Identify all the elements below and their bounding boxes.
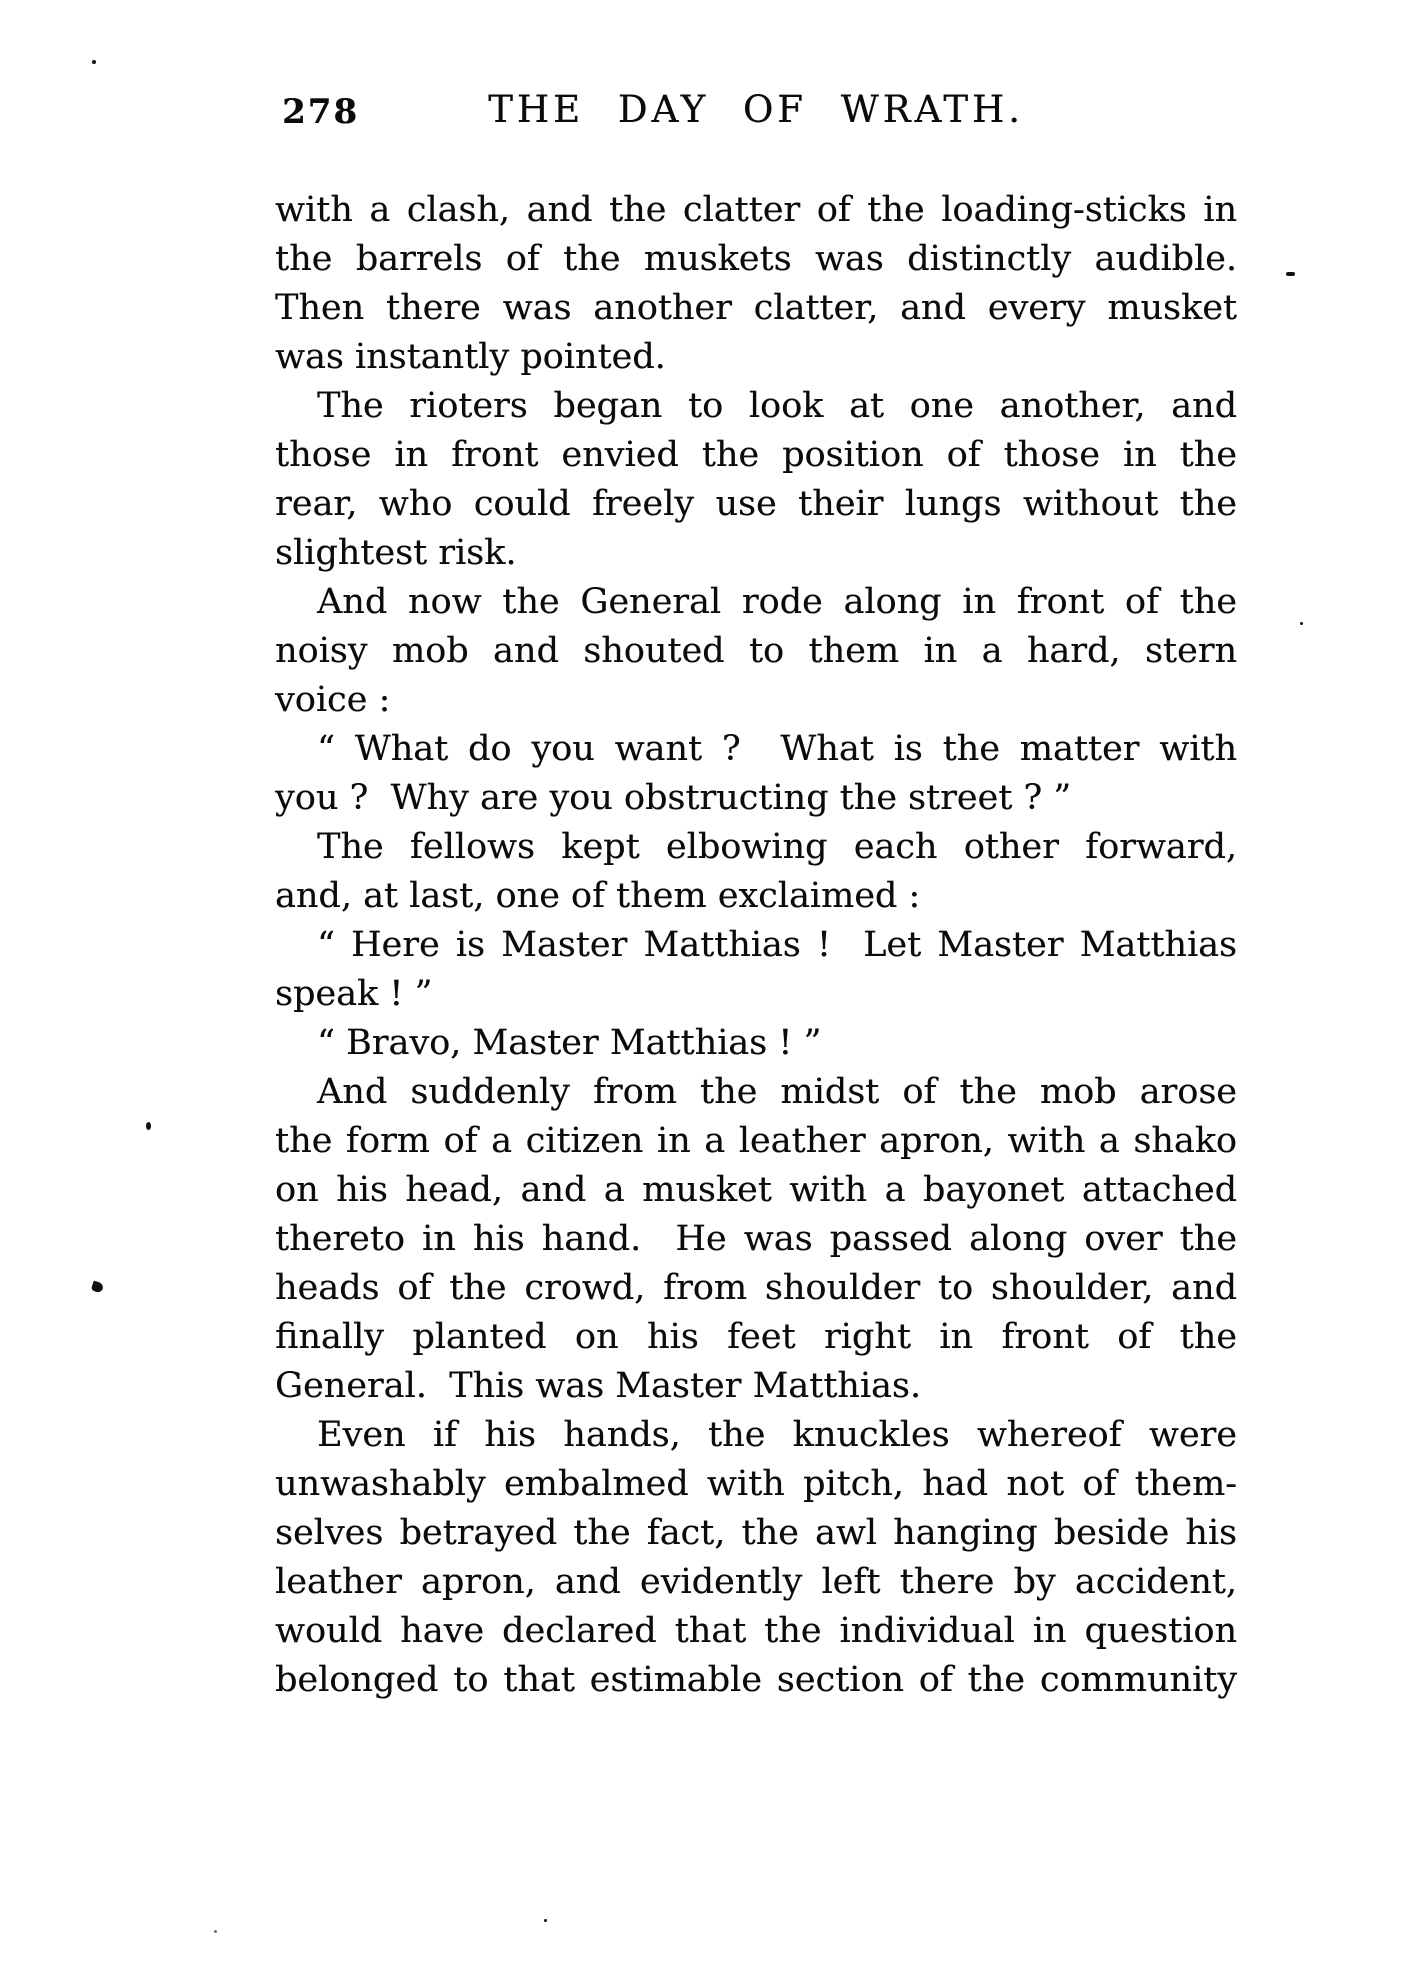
- text-line: “ Bravo, Master Matthias ! ”: [317, 1023, 822, 1063]
- text-line: The fellows kept elbowing each other forward,: [317, 827, 1237, 867]
- text-line: finally planted on his feet right in front of the: [275, 1317, 1237, 1357]
- text-line: you ? Why are you obstructing the street ? ”: [275, 778, 1072, 818]
- text-line: those in front envied the position of those in the: [275, 435, 1237, 475]
- paragraph: [275, 1019, 1237, 1068]
- text-line: voice :: [275, 680, 391, 720]
- paragraph: [275, 921, 1237, 1019]
- text-line: unwashably embalmed with pitch, had not of them-: [275, 1464, 1237, 1504]
- text-line: rear, who could freely use their lungs without the: [275, 484, 1237, 524]
- scan-speck: [1286, 272, 1295, 276]
- text-line: leather apron, and evidently left there by accident,: [275, 1562, 1237, 1602]
- text-line: noisy mob and shouted to them in a hard, stern: [275, 631, 1237, 671]
- scan-speck: [214, 1930, 217, 1933]
- paragraph: [275, 186, 1237, 382]
- text-line: Even if his hands, the knuckles whereof were: [317, 1415, 1237, 1455]
- page-text: [275, 186, 1237, 1705]
- scan-speck: [146, 1122, 151, 1130]
- text-line: thereto in his hand. He was passed along over the: [275, 1219, 1237, 1259]
- scan-speck: [544, 1919, 547, 1922]
- text-line: General. This was Master Matthias.: [275, 1366, 921, 1406]
- text-line: and, at last, one of them exclaimed :: [275, 876, 921, 916]
- paragraph: [275, 725, 1237, 823]
- text-line: Then there was another clatter, and every musket: [275, 288, 1237, 328]
- page-number: 278: [282, 92, 359, 132]
- paragraph: [275, 823, 1237, 921]
- text-line: belonged to that estimable section of the community: [275, 1660, 1237, 1700]
- text-line: heads of the crowd, from shoulder to shoulder, and: [275, 1268, 1237, 1308]
- text-line: The rioters began to look at one another, and: [317, 386, 1237, 426]
- text-line: “ What do you want ? What is the matter with: [317, 729, 1237, 769]
- text-line: “ Here is Master Matthias ! Let Master Matthias: [317, 925, 1237, 965]
- paragraph: [275, 578, 1237, 725]
- running-title: THE DAY OF WRATH.: [488, 88, 1024, 131]
- paragraph: [275, 1411, 1237, 1705]
- text-line: with a clash, and the clatter of the loading-sticks in: [275, 190, 1237, 230]
- text-line: would have declared that the individual in question: [275, 1611, 1237, 1651]
- text-line: slightest risk.: [275, 533, 517, 573]
- text-line: on his head, and a musket with a bayonet attached: [275, 1170, 1237, 1210]
- text-line: speak ! ”: [275, 974, 433, 1014]
- scan-speck: [91, 1281, 105, 1294]
- text-line: was instantly pointed.: [275, 337, 666, 377]
- paragraph: [275, 382, 1237, 578]
- scan-speck: [1300, 622, 1303, 625]
- text-line: And suddenly from the midst of the mob arose: [317, 1072, 1237, 1112]
- text-line: selves betrayed the fact, the awl hanging beside his: [275, 1513, 1237, 1553]
- paragraph: [275, 1068, 1237, 1411]
- text-line: the form of a citizen in a leather apron, with a shako: [275, 1121, 1237, 1161]
- text-line: And now the General rode along in front of the: [317, 582, 1237, 622]
- scan-speck: [92, 60, 96, 64]
- text-line: the barrels of the muskets was distinctly audible.: [275, 239, 1237, 279]
